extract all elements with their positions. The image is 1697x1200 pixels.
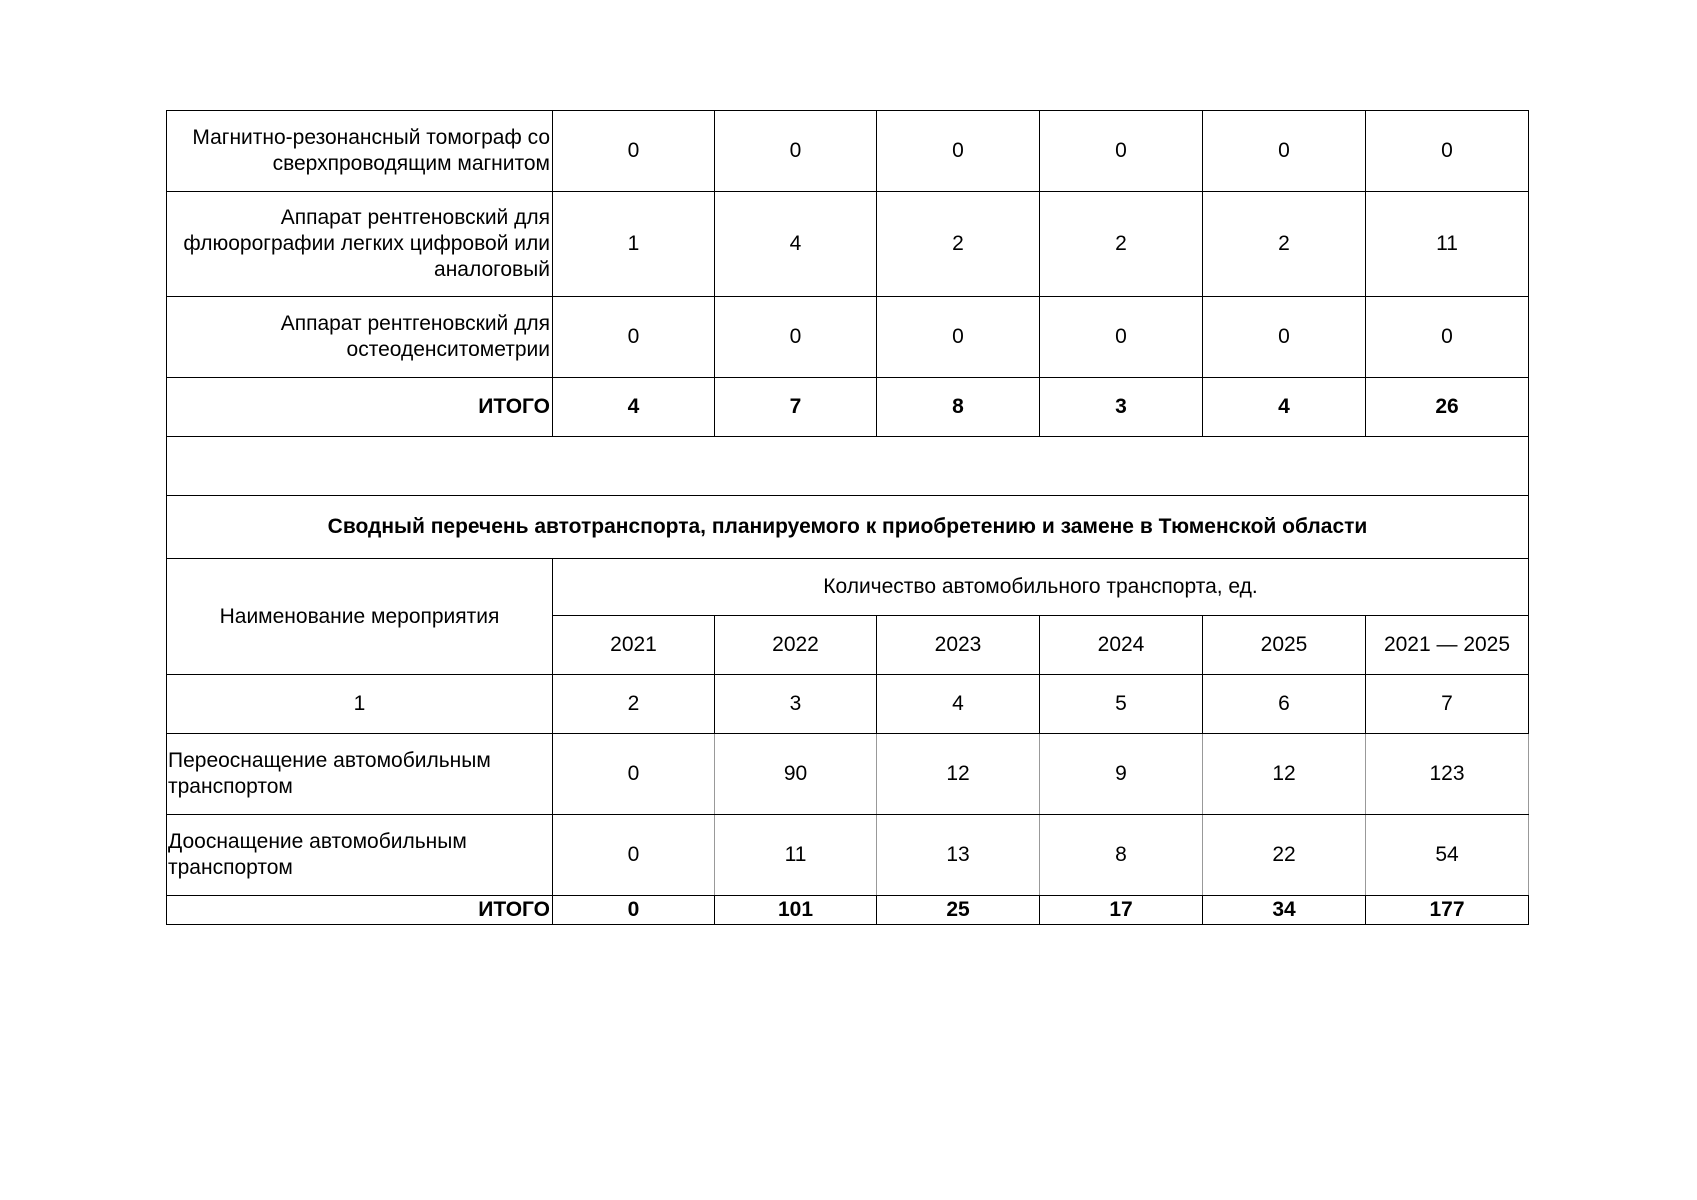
total-label: ИТОГО	[167, 896, 553, 925]
value-cell: 0	[877, 111, 1040, 192]
table-row	[167, 297, 1529, 378]
value-cell: 4	[715, 192, 877, 297]
col-number: 3	[715, 675, 877, 734]
col-number: 6	[1203, 675, 1366, 734]
value-cell: 0	[1203, 297, 1366, 378]
header-row	[167, 559, 1529, 616]
col-number: 1	[167, 675, 553, 734]
table-row	[167, 734, 1529, 815]
year-header: 2021	[553, 616, 715, 675]
col-header-name: Наименование мероприятия	[167, 559, 553, 675]
value-cell: 13	[877, 815, 1040, 896]
col-number: 2	[553, 675, 715, 734]
total-cell: 8	[877, 378, 1040, 437]
year-header: 2025	[1203, 616, 1366, 675]
value-cell: 8	[1040, 815, 1203, 896]
value-cell: 0	[1040, 111, 1203, 192]
year-header: 2024	[1040, 616, 1203, 675]
total-cell: 7	[715, 378, 877, 437]
value-cell: 0	[553, 297, 715, 378]
value-cell: 11	[1366, 192, 1529, 297]
activity-name: Дооснащение автомобильным транспортом	[167, 815, 553, 896]
spacer-row	[167, 437, 1529, 496]
total-cell: 26	[1366, 378, 1529, 437]
col-number: 7	[1366, 675, 1529, 734]
equipment-name: Аппарат рентгеновский для флюорографии легких цифровой или аналоговый	[167, 192, 553, 297]
total-cell: 25	[877, 896, 1040, 925]
value-cell: 54	[1366, 815, 1529, 896]
total-label: ИТОГО	[167, 378, 553, 437]
total-row	[167, 896, 1529, 925]
section-title-row	[167, 496, 1529, 559]
value-cell: 0	[553, 111, 715, 192]
total-row	[167, 378, 1529, 437]
col-number: 4	[877, 675, 1040, 734]
total-cell: 101	[715, 896, 877, 925]
year-header: 2023	[877, 616, 1040, 675]
value-cell: 11	[715, 815, 877, 896]
value-cell: 22	[1203, 815, 1366, 896]
activity-name: Переоснащение автомобильным транспортом	[167, 734, 553, 815]
col-header-group: Количество автомобильного транспорта, ед.	[553, 559, 1529, 616]
value-cell: 1	[553, 192, 715, 297]
value-cell: 0	[1203, 111, 1366, 192]
total-cell: 17	[1040, 896, 1203, 925]
value-cell: 2	[1203, 192, 1366, 297]
value-cell: 0	[715, 297, 877, 378]
value-cell: 123	[1366, 734, 1529, 815]
value-cell: 0	[877, 297, 1040, 378]
section-title: Сводный перечень автотранспорта, планируемого к приобретению и замене в Тюменской области	[167, 496, 1529, 559]
column-number-row	[167, 675, 1529, 734]
value-cell: 0	[1040, 297, 1203, 378]
value-cell: 0	[715, 111, 877, 192]
value-cell: 12	[877, 734, 1040, 815]
table-row	[167, 192, 1529, 297]
document-table	[166, 110, 1529, 925]
empty-cell	[167, 437, 1529, 496]
table-row	[167, 111, 1529, 192]
value-cell: 12	[1203, 734, 1366, 815]
total-cell: 4	[553, 378, 715, 437]
year-header: 2021 — 2025	[1366, 616, 1529, 675]
value-cell: 0	[553, 815, 715, 896]
value-cell: 90	[715, 734, 877, 815]
equipment-name: Аппарат рентгеновский для остеоденситометрии	[167, 297, 553, 378]
value-cell: 0	[1366, 111, 1529, 192]
value-cell: 2	[1040, 192, 1203, 297]
total-cell: 3	[1040, 378, 1203, 437]
col-number: 5	[1040, 675, 1203, 734]
value-cell: 0	[553, 734, 715, 815]
year-header: 2022	[715, 616, 877, 675]
total-cell: 177	[1366, 896, 1529, 925]
value-cell: 2	[877, 192, 1040, 297]
table-row	[167, 815, 1529, 896]
total-cell: 0	[553, 896, 715, 925]
total-cell: 34	[1203, 896, 1366, 925]
value-cell: 0	[1366, 297, 1529, 378]
value-cell: 9	[1040, 734, 1203, 815]
equipment-name: Магнитно-резонансный томограф со сверхпроводящим магнитом	[167, 111, 553, 192]
total-cell: 4	[1203, 378, 1366, 437]
